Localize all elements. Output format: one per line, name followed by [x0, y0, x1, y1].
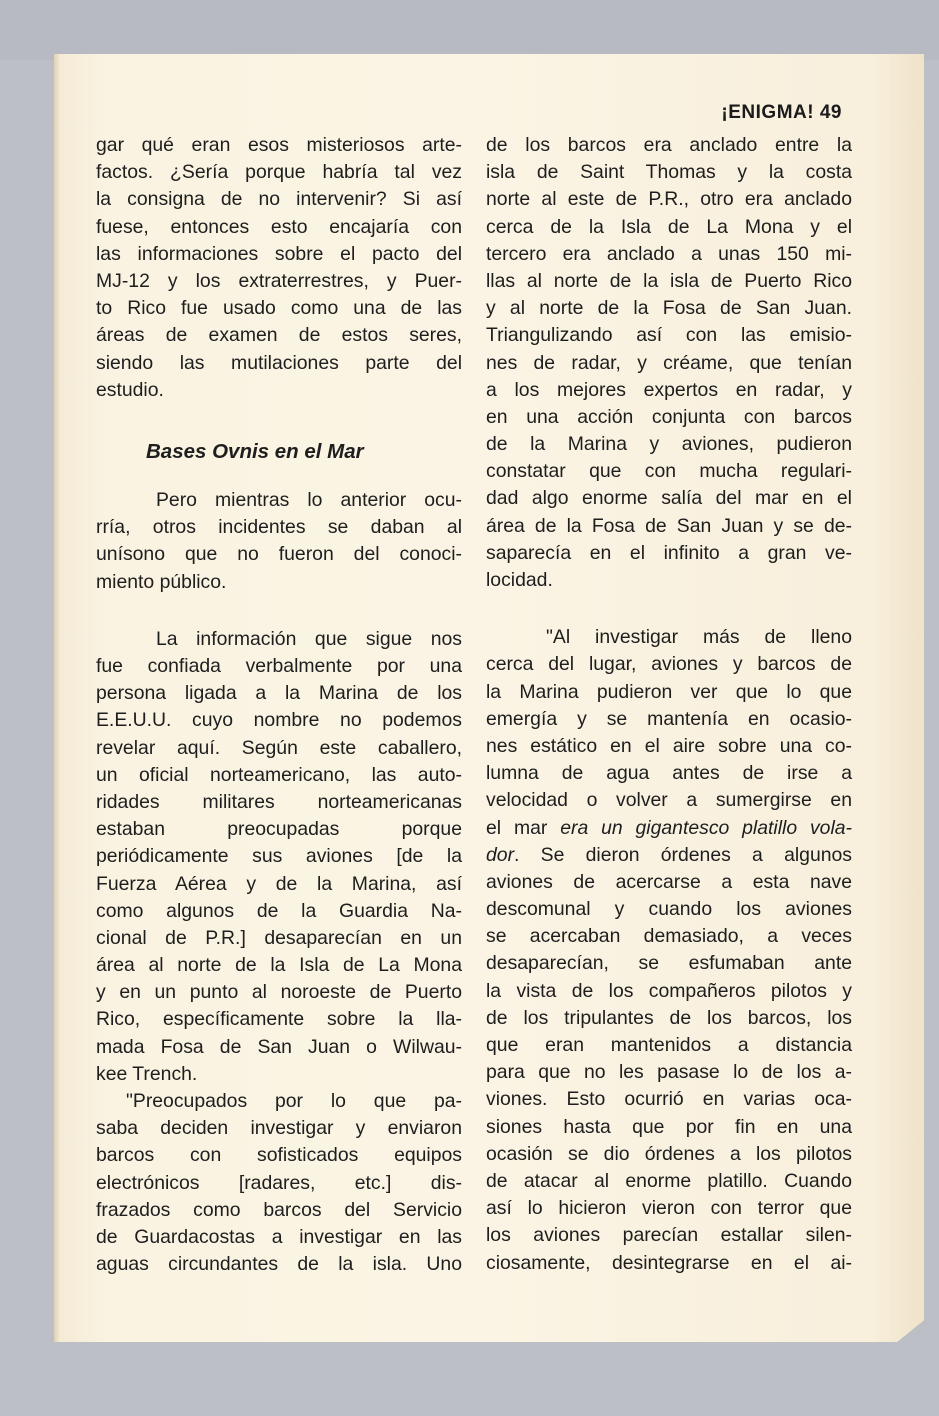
- text-line: kee Trench.: [96, 1062, 198, 1085]
- right-paragraph-2: [486, 624, 852, 1277]
- text-line: aviones de acercarse a esta nave: [486, 870, 852, 893]
- text-line: electrónicos [radares, etc.] dis-: [96, 1171, 462, 1194]
- text-line: dad algo enorme salía del mar en el: [486, 487, 852, 510]
- left-paragraph-3: [96, 626, 462, 1088]
- text-line: to Rico fue usado como una de las: [96, 297, 462, 320]
- text-line: saparecía en el infinito a gran ve-: [486, 541, 852, 564]
- text-line: de los tripulantes de los barcos, los: [486, 1006, 852, 1029]
- spacer: [96, 596, 462, 626]
- section-subheading: Bases Ovnis en el Mar: [146, 439, 364, 463]
- text-line-italic-mix: [486, 842, 852, 869]
- text-line: locidad.: [486, 569, 553, 591]
- text-line: velocidad o volver a sumergirse en: [486, 789, 852, 812]
- text-line: viones. Esto ocurrió en varias oca-: [486, 1088, 852, 1111]
- text-line: a los mejores expertos en radar, y: [486, 378, 852, 401]
- text-line: y en un punto al noroeste de Puerto: [96, 981, 462, 1004]
- text-line: lumna de agua antes de irse a: [486, 762, 852, 785]
- text-line: los aviones parecían estallar silen-: [486, 1224, 852, 1247]
- text-line: constatar que con mucha regulari-: [486, 460, 852, 483]
- text-line: así lo hicieron vieron con terror que: [486, 1197, 852, 1220]
- text-line: ridades militares norteamericanas: [96, 790, 462, 813]
- text-line: siendo las mutilaciones parte del: [96, 351, 462, 374]
- text-line: frazados como barcos del Servicio: [96, 1198, 462, 1221]
- text-line: persona ligada a la Marina de los: [96, 682, 462, 705]
- text-line: fue confiada verbalmente por una: [96, 655, 462, 677]
- text-line: que eran mantenidos a distancia: [486, 1034, 852, 1056]
- text-line: de la Marina y aviones, pudieron: [486, 433, 852, 456]
- text-line: cional de P.R.] desaparecían en un: [96, 926, 462, 949]
- text-fragment: el mar: [486, 816, 561, 839]
- text-line: de los barcos era anclado entre la: [486, 134, 852, 156]
- text-line: isla de Saint Thomas y la costa: [486, 161, 852, 184]
- spacer: [96, 404, 462, 430]
- text-line: se acercaban demasiado, a veces: [486, 925, 852, 948]
- text-line: desaparecían, se esfumaban ante: [486, 952, 852, 975]
- text-line: siones hasta que por fin en una: [486, 1115, 852, 1138]
- right-column: [486, 132, 852, 1277]
- text-line: gar qué eran esos misteriosos arte-: [96, 134, 462, 156]
- text-line: la Marina pudieron ver que lo que: [486, 680, 852, 703]
- text-line: rría, otros incidentes se daban al: [96, 516, 462, 539]
- text-line: unísono que no fueron del conoci-: [96, 543, 462, 566]
- text-line: en una acción conjunta con barcos: [486, 405, 852, 428]
- text-line: nes estático en el aire sobre una co-: [486, 734, 852, 757]
- text-line-italic-mix: [486, 815, 852, 842]
- page-header: ¡ENIGMA! 49: [721, 102, 842, 123]
- text-line: MJ-12 y los extraterrestres, y Puer-: [96, 269, 462, 292]
- text-line: saba deciden investigar y enviaron: [96, 1117, 462, 1140]
- text-line: Pero mientras lo anterior ocu-: [156, 489, 462, 512]
- text-line: áreas de examen de estos seres,: [96, 324, 462, 347]
- text-line: cerca del lugar, aviones y barcos de: [486, 653, 852, 676]
- text-line: de atacar al enorme platillo. Cuando: [486, 1169, 852, 1192]
- text-line: la consigna de no intervenir? Si así: [96, 188, 462, 211]
- text-line: la vista de los compañeros pilotos y: [486, 979, 852, 1002]
- text-line: nes de radar, y créame, que tenían: [486, 351, 852, 374]
- text-fragment: . Se dieron órdenes a algunos: [514, 843, 852, 866]
- text-line: mada Fosa de San Juan o Wilwau-: [96, 1035, 462, 1058]
- text-line: E.E.U.U. cuyo nombre no podemos: [96, 709, 462, 732]
- italic-fragment: dor: [486, 843, 515, 866]
- text-line: de Guardacostas a investigar en las: [96, 1225, 462, 1248]
- left-paragraph-2: [96, 487, 462, 596]
- text-line: miento público.: [96, 570, 227, 593]
- left-paragraph-1: [96, 132, 462, 404]
- scanner-background: [0, 0, 939, 60]
- text-line: área al norte de la Isla de La Mona: [96, 954, 462, 977]
- text-line: y al norte de la Fosa de San Juan.: [486, 297, 852, 320]
- text-line: periódicamente sus aviones [de la: [96, 845, 462, 868]
- text-line: estaban preocupadas porque: [96, 818, 462, 841]
- text-line: las informaciones sobre el pacto del: [96, 242, 462, 265]
- text-line: fuese, entonces esto encajaría con: [96, 215, 462, 238]
- italic-fragment: era un gigantesco platillo vola-: [560, 816, 853, 839]
- text-line: Triangulizando así con las emisio-: [486, 324, 852, 347]
- left-column: [96, 132, 462, 1278]
- text-line: como algunos de la Guardia Na-: [96, 899, 462, 922]
- text-line: para que no les pasase lo de los a-: [486, 1061, 852, 1084]
- text-line: un oficial norteamericano, las auto-: [96, 763, 462, 786]
- text-line: barcos con sofisticados equipos: [96, 1144, 462, 1167]
- text-line: ocasión se dio órdenes a los pilotos: [486, 1142, 852, 1165]
- text-line: llas al norte de la isla de Puerto Rico: [486, 269, 852, 292]
- text-line: revelar aquí. Según este caballero,: [96, 736, 462, 759]
- text-line: Fuerza Aérea y de la Marina, así: [96, 872, 462, 895]
- right-paragraph-1: [486, 132, 852, 594]
- text-line: Rico, específicamente sobre la lla-: [96, 1008, 462, 1031]
- text-line: área de la Fosa de San Juan y se de-: [486, 514, 852, 537]
- text-line: "Al investigar más de lleno: [546, 626, 852, 649]
- text-line: norte al este de P.R., otro era anclado: [486, 188, 852, 211]
- text-line: "Preocupados por lo que pa-: [126, 1090, 462, 1112]
- text-line: tercero era anclado a unas 150 mi-: [486, 242, 852, 265]
- text-line: estudio.: [96, 378, 164, 401]
- text-line: descomunal y cuando los aviones: [486, 898, 852, 921]
- text-line: factos. ¿Sería porque habría tal vez: [96, 161, 462, 184]
- text-line: La información que sigue nos: [156, 627, 462, 650]
- left-paragraph-4: [96, 1088, 462, 1278]
- text-line: emergía y se mantenía en ocasio-: [486, 707, 852, 730]
- spacer: [486, 594, 852, 624]
- text-line: ciosamente, desintegrarse en el ai-: [486, 1251, 852, 1274]
- text-line: cerca de la Isla de La Mona y el: [486, 215, 852, 238]
- text-line: aguas circundantes de la isla. Uno: [96, 1253, 462, 1276]
